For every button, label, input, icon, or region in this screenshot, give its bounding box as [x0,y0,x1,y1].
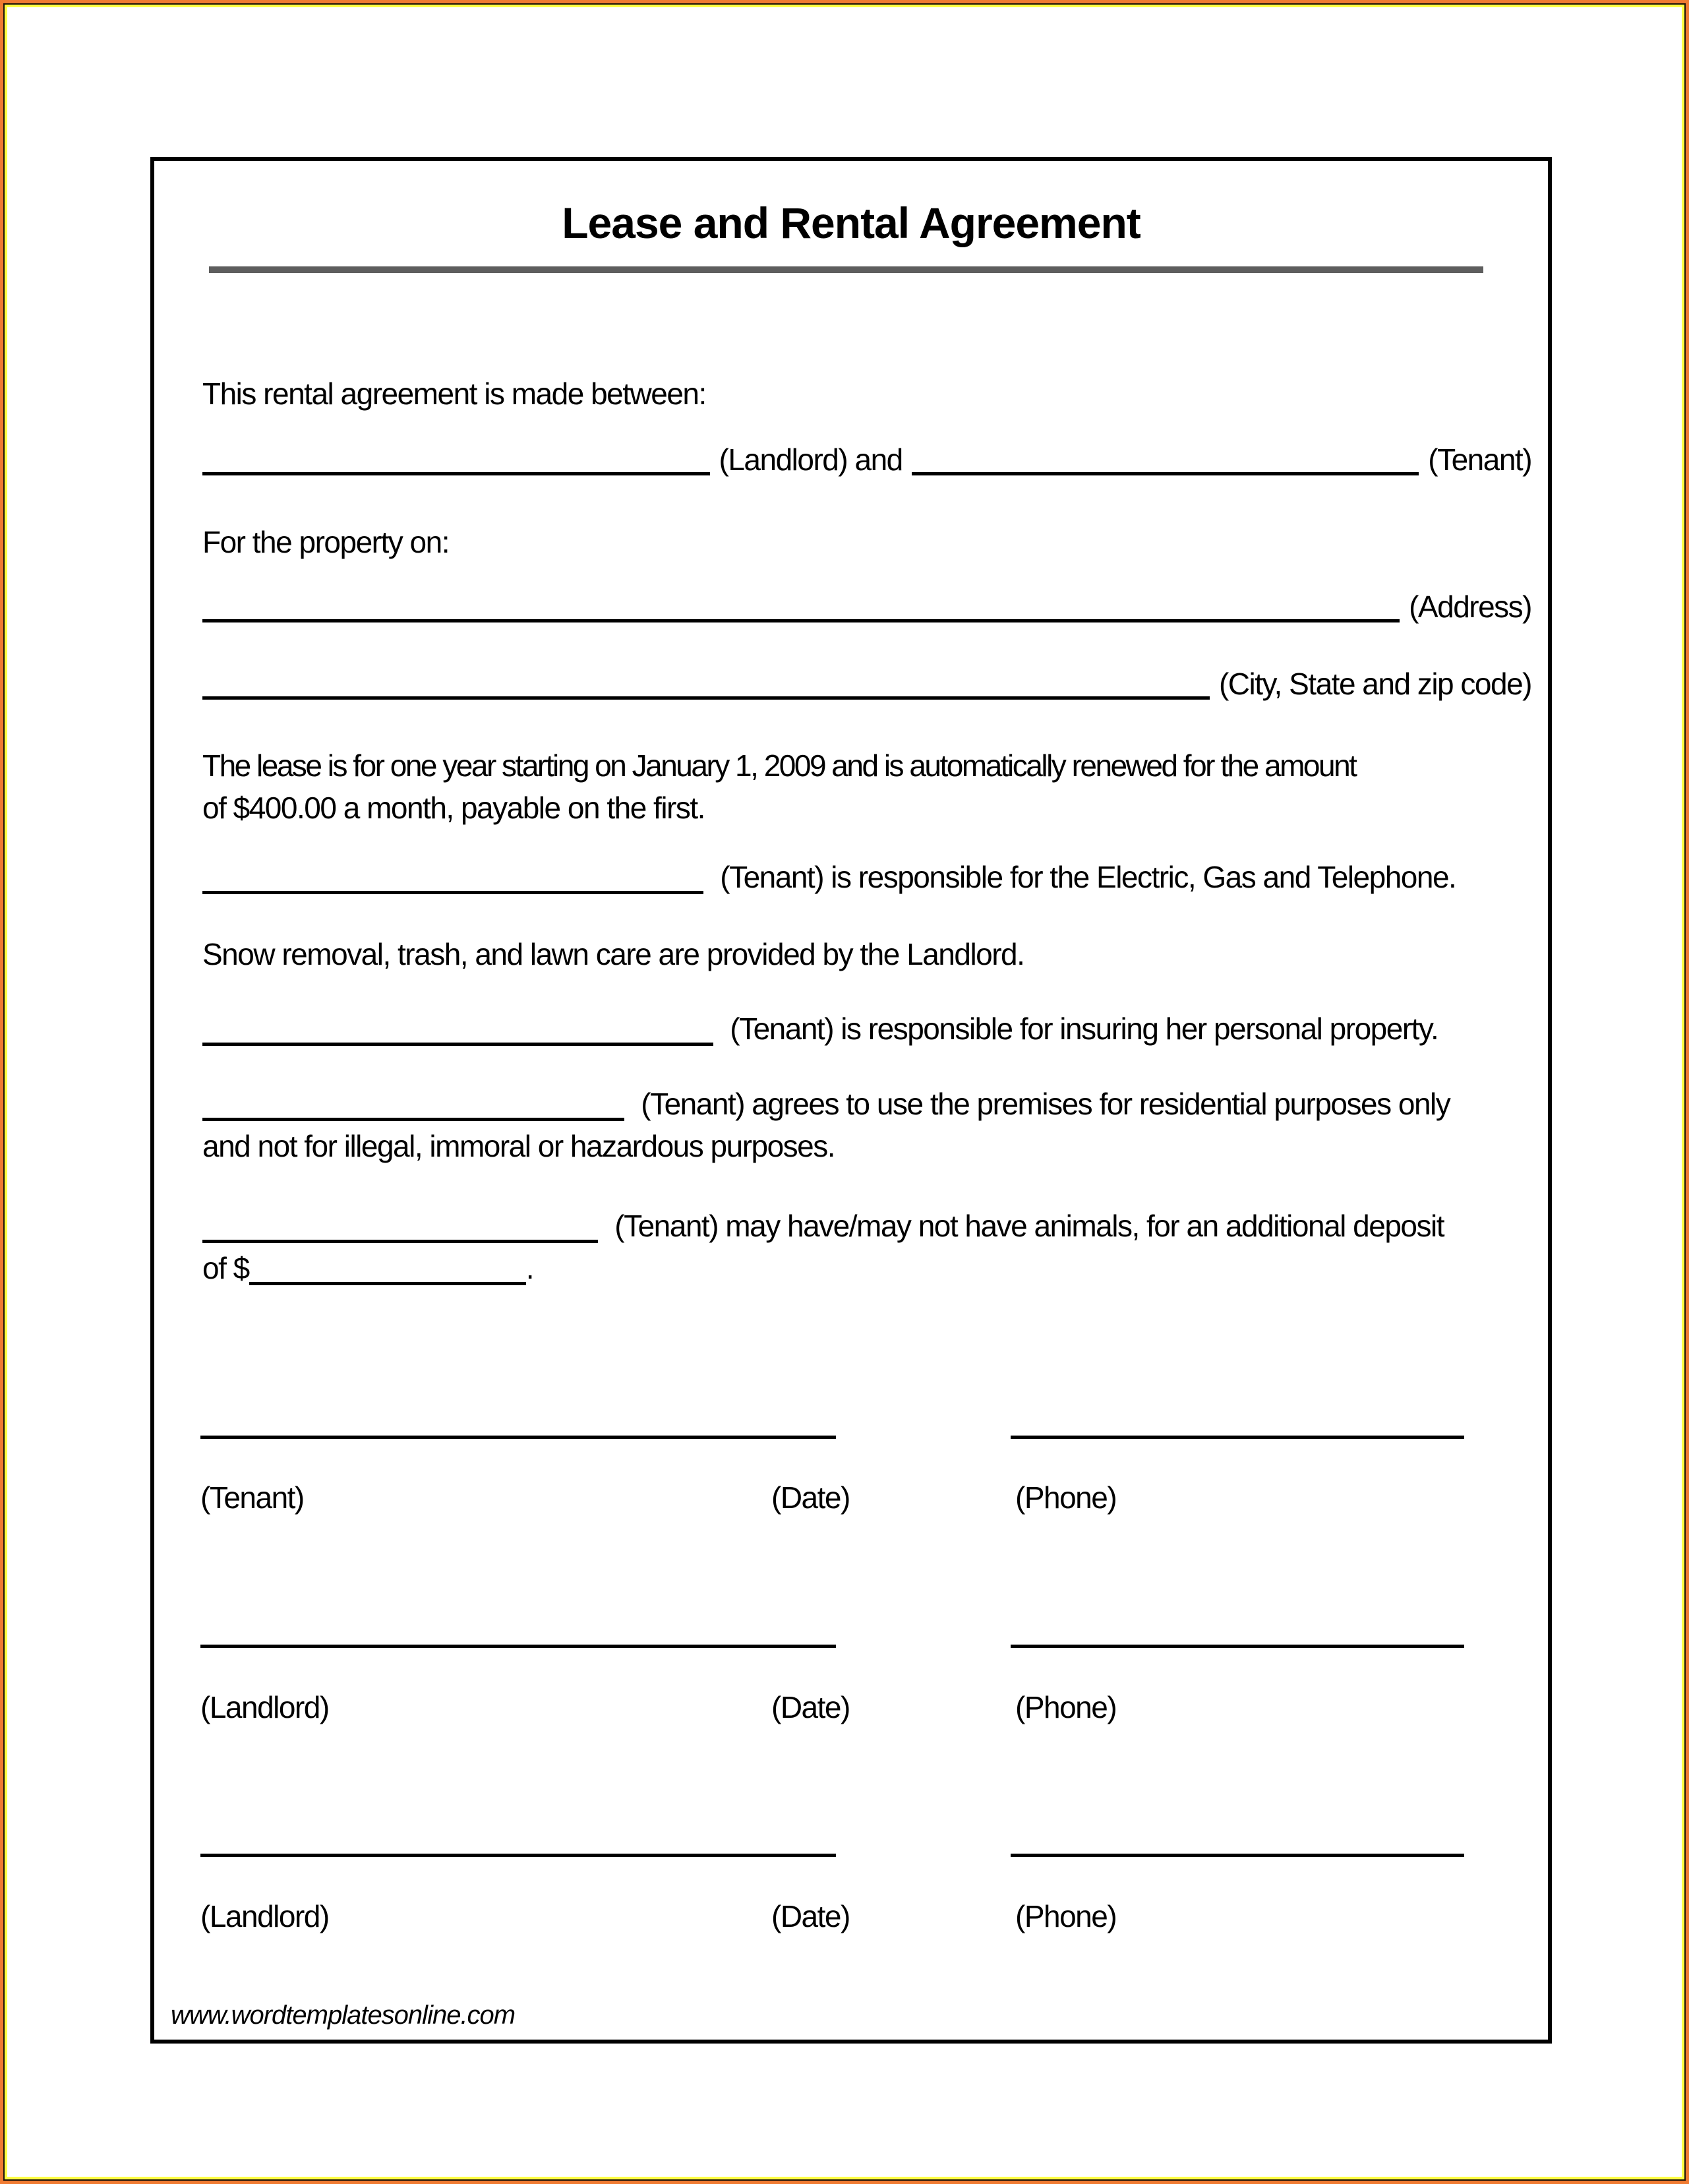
landlord-label: (Landlord) and [719,442,903,477]
snow-removal-paragraph: Snow removal, trash, and lawn care are provided by the Landlord. [202,937,1024,971]
insurance-tenant-blank[interactable] [202,1043,713,1046]
tenant-sig-date-label: (Date) [771,1480,850,1515]
utilities-line [202,859,1531,895]
deposit-prefix: of $ [202,1251,249,1285]
deposit-suffix: . [525,1251,534,1285]
landlord2-sig-date-label: (Date) [771,1899,850,1933]
landlord2-signature-line[interactable] [200,1854,836,1857]
animals-paragraph [202,1205,1531,1289]
premises-paragraph [202,1083,1531,1167]
page-border-yellow [5,5,1684,2179]
landlord1-sig-phone-label: (Phone) [1015,1690,1117,1724]
page-border-dark [3,3,1686,2181]
website-footer: www.wordtemplatesonline.com [171,2001,516,2030]
animals-text1: (Tenant) may have/may not have animals, for an additional deposit [614,1209,1444,1243]
landlord2-sig-name-label: (Landlord) [200,1899,329,1933]
landlord1-phone-line[interactable] [1011,1645,1464,1648]
document-title: Lease and Rental Agreement [562,198,1141,247]
utilities-text: (Tenant) is responsible for the Electric, Gas and Telephone. [720,860,1456,894]
insurance-line [202,1010,1531,1047]
tenant-signature-line[interactable] [200,1436,836,1439]
landlord2-phone-line[interactable] [1011,1854,1464,1857]
tenant-name-blank[interactable] [912,466,1419,475]
landlord1-sig-date-label: (Date) [771,1690,850,1724]
lease-terms-line2: of $400.00 a month, payable on the first. [202,791,705,825]
address-label: (Address) [1409,590,1531,624]
address-blank[interactable] [202,613,1400,622]
landlord1-signature-line[interactable] [200,1645,836,1648]
insurance-text: (Tenant) is responsible for insuring her personal property. [730,1012,1438,1046]
city-state-zip-line [202,665,1531,702]
city-state-zip-label: (City, State and zip code) [1218,667,1531,701]
landlord2-signature-labels [154,1898,1548,1938]
animals-line1 [202,1205,1531,1247]
landlord1-sig-name-label: (Landlord) [200,1690,329,1724]
city-state-zip-blank[interactable] [202,690,1210,700]
landlord2-sig-phone-label: (Phone) [1015,1899,1117,1933]
premises-tenant-blank[interactable] [202,1118,624,1121]
tenant-sig-phone-label: (Phone) [1015,1480,1117,1515]
property-paragraph: For the property on: [202,525,449,559]
landlord1-signature-labels [154,1689,1548,1729]
deposit-amount-blank[interactable] [249,1282,526,1285]
parties-line [202,441,1531,478]
tenant-signature-labels [154,1480,1548,1519]
tenant-sig-name-label: (Tenant) [200,1480,304,1515]
intro-paragraph: This rental agreement is made between: [202,377,706,411]
document-border-box [150,157,1552,2044]
tenant-phone-line[interactable] [1011,1436,1464,1439]
premises-line2: and not for illegal, immoral or hazardous purposes. [202,1129,835,1163]
utilities-tenant-blank[interactable] [202,891,703,894]
address-line [202,588,1531,625]
premises-line1 [202,1083,1531,1125]
landlord-name-blank[interactable] [202,466,710,475]
lease-terms-paragraph [202,744,1531,829]
lease-terms-line1: The lease is for one year starting on January 1, 2009 and is automatically renewed for the amount [202,748,1356,783]
animals-tenant-blank[interactable] [202,1240,598,1243]
animals-deposit-line [202,1247,1531,1289]
premises-text1: (Tenant) agrees to use the premises for residential purposes only [641,1087,1450,1121]
tenant-label: (Tenant) [1428,442,1532,477]
title-underline-rule [209,266,1483,273]
